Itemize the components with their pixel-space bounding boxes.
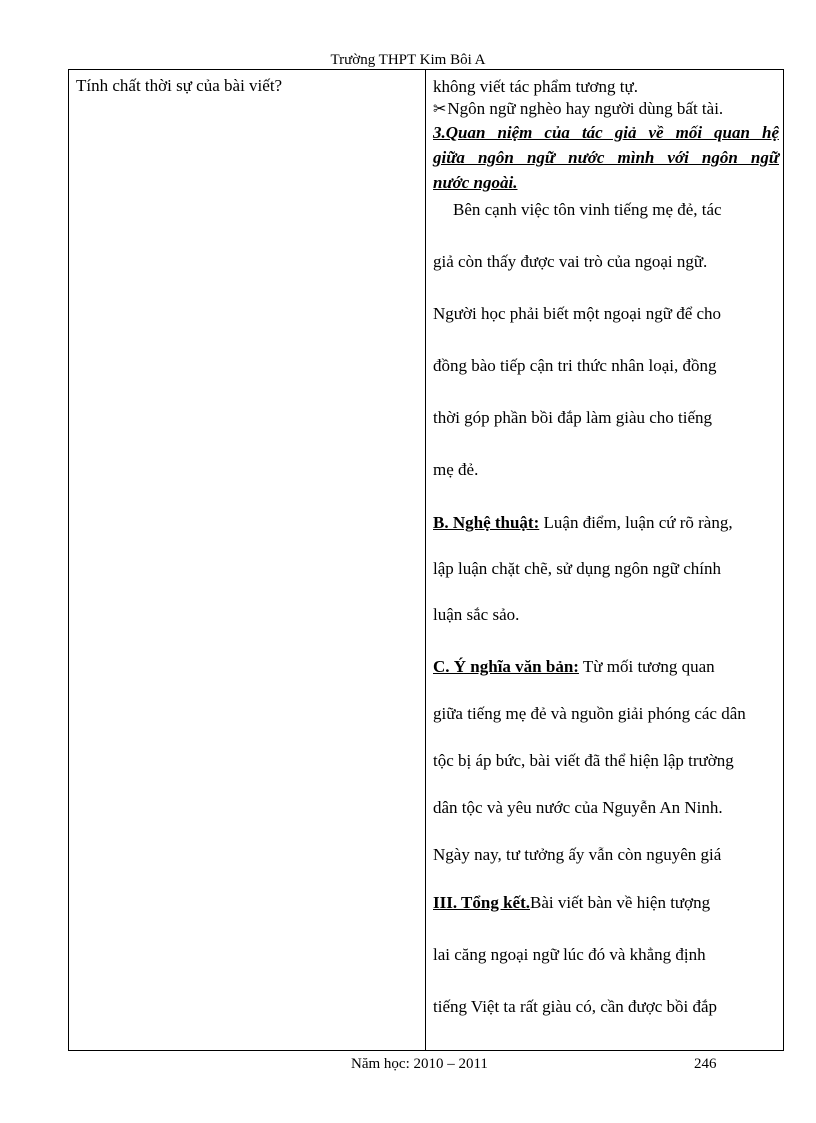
section-c <box>433 656 783 866</box>
paragraph-line: tộc bị áp bức, bài viết đã thể hiện lập trường <box>433 751 734 770</box>
section-c-text: Từ mối tương quan <box>578 657 715 676</box>
section-c-label: C. Ý nghĩa văn bản: <box>433 657 579 676</box>
paragraph-line: Bên cạnh việc tôn vinh tiếng mẹ đẻ, tác <box>453 200 722 219</box>
paragraph-line: tiếng Việt ta rất giàu có, cần được bồi đắp <box>433 997 718 1016</box>
school-year: Năm học: 2010 – 2011 <box>351 1056 488 1072</box>
section-iii-first-line <box>433 892 783 914</box>
question-text: Tính chất thời sự của bài viết? <box>76 76 283 95</box>
question-column <box>69 70 426 1050</box>
paragraph-line: dân tộc và yêu nước của Nguyễn An Ninh. <box>433 798 723 817</box>
paragraph-line: Người học phải biết một ngoại ngữ để cho <box>433 304 722 323</box>
paragraph-line: giữa tiếng mẹ đẻ và nguồn giải phóng các dân <box>433 704 746 723</box>
section-c-first-line <box>433 656 783 678</box>
content-table <box>68 69 784 1051</box>
section-b <box>433 512 783 626</box>
section-3-heading <box>433 120 783 195</box>
section-iii-label: III. Tổng kết. <box>433 893 530 912</box>
bullet-line <box>433 98 783 120</box>
scissors-icon: ✂ <box>433 99 447 118</box>
paragraph-line: mẹ đẻ. <box>433 460 479 479</box>
bullet-text: Ngôn ngữ nghèo hay người dùng bất tài. <box>447 99 724 118</box>
answer-line: không viết tác phẩm tương tự. <box>433 77 638 96</box>
heading-line: giữa ngôn ngữ nước mình với ngôn ngữ <box>433 148 779 167</box>
section-iii-text: Bài viết bàn về hiện tượng <box>530 893 711 912</box>
paragraph-line: lai căng ngoại ngữ lúc đó và khẳng định <box>433 945 706 964</box>
section-b-first-line <box>433 512 783 534</box>
section-iii <box>433 892 783 1018</box>
heading-line: nước ngoài. <box>433 173 518 192</box>
paragraph-line: lập luận chặt chẽ, sử dụng ngôn ngữ chính <box>433 559 722 578</box>
paragraph-line: luận sắc sảo. <box>433 605 520 624</box>
paragraph-line: giả còn thấy được vai trò của ngoại ngữ. <box>433 252 708 271</box>
paragraph-line: đồng bào tiếp cận tri thức nhân loại, đồng <box>433 356 717 375</box>
answer-column <box>426 70 783 1050</box>
section-b-text: Luận điểm, luận cứ rõ ràng, <box>539 513 733 532</box>
paragraph <box>433 199 783 481</box>
section-b-label: B. Nghệ thuật: <box>433 513 540 532</box>
paragraph-line: Ngày nay, tư tưởng ấy vẫn còn nguyên giá <box>433 845 722 864</box>
page-header: Trường THPT Kim Bôi A <box>330 52 486 68</box>
paragraph-line: thời góp phần bồi đắp làm giàu cho tiếng <box>433 408 713 427</box>
heading-line: 3.Quan niệm của tác giả về mối quan hệ <box>433 123 779 142</box>
page-number: 246 <box>694 1056 717 1072</box>
